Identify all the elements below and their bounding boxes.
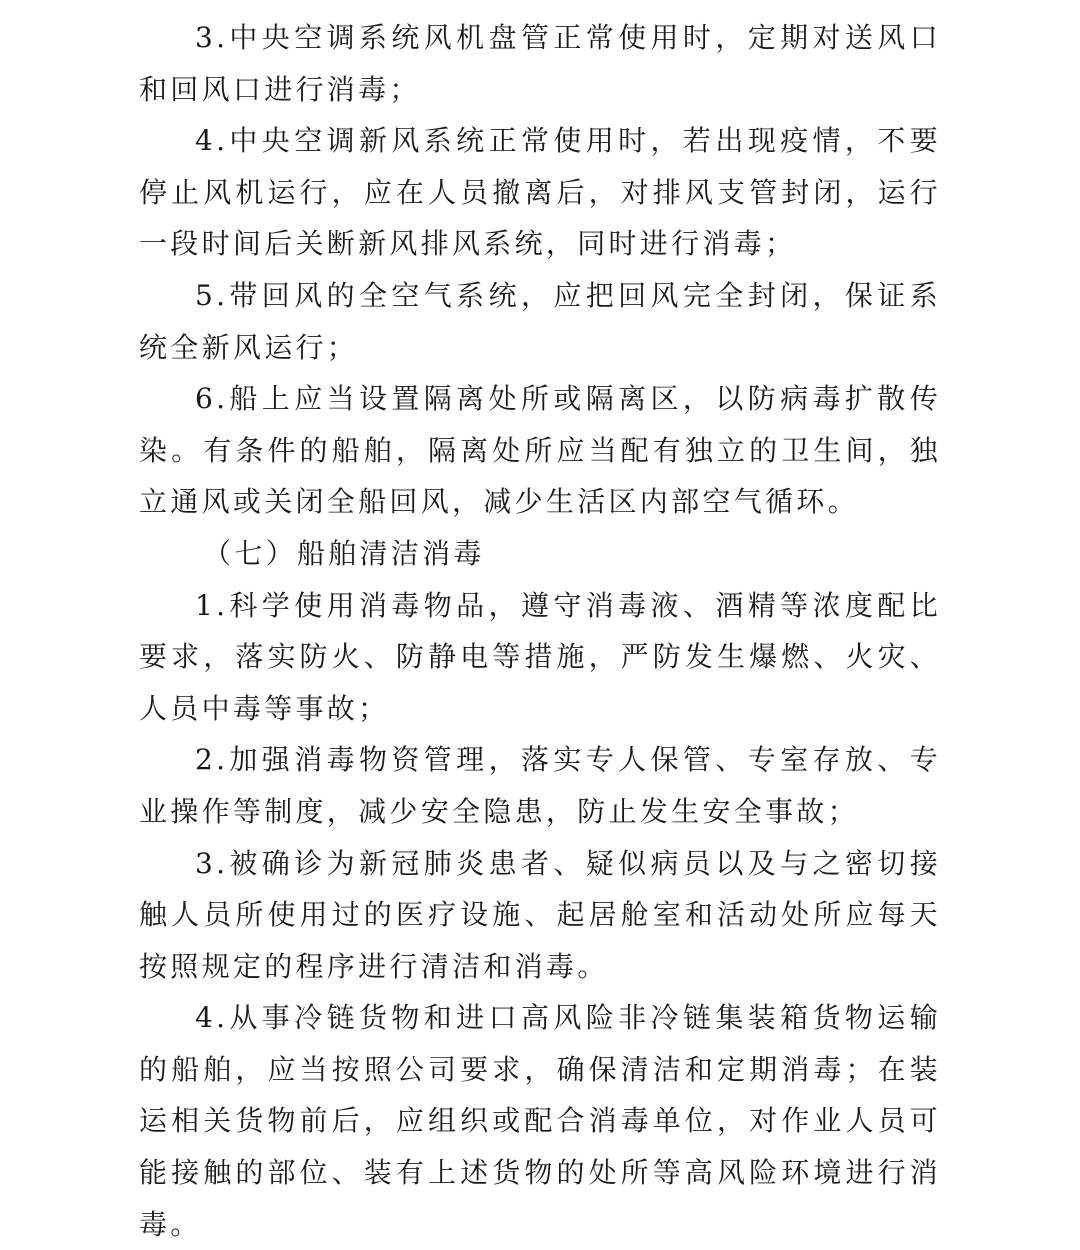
ac-item-5-paragraph: 5.带回风的全空气系统，应把回风完全封闭，保证系统全新风运行； <box>139 278 941 364</box>
ac-item-6-paragraph: 6.船上应当设置隔离处所或隔离区，以防病毒扩散传染。有条件的船舶，隔离处所应当配有独立的卫生间，独立通风或关闭全船回风，减少生活区内部空气循环。 <box>139 382 941 519</box>
ac-item-4-paragraph: 4.中央空调新风系统正常使用时，若出现疫情，不要停止风机运行，应在人员撤离后，对排风支管封闭，运行一段时间后关断新风排风系统，同时进行消毒； <box>139 124 941 261</box>
clean-item-2-paragraph: 2.加强消毒物资管理，落实专人保管、专室存放、专业操作等制度，减少安全隐患，防止发生安全事故； <box>139 743 941 828</box>
clean-item-1-paragraph: 1.科学使用消毒物品，遵守消毒液、酒精等浓度配比要求，落实防火、防静电等措施，严防发生爆燃、火灾、人员中毒等事故； <box>139 588 941 725</box>
document-body <box>139 12 941 1250</box>
clean-item-3-paragraph: 3.被确诊为新冠肺炎患者、疑似病员以及与之密切接触人员所使用过的医疗设施、起居舱室和活动处所应每天按照规定的程序进行清洁和消毒。 <box>139 846 941 983</box>
ac-item-3-paragraph: 3.中央空调系统风机盘管正常使用时，定期对送风口和回风口进行消毒； <box>139 21 941 106</box>
section-7-heading: （七）船舶清洁消毒 <box>203 536 485 570</box>
clean-item-4-paragraph: 4.从事冷链货物和进口高风险非冷链集装箱货物运输的船舶，应当按照公司要求，确保清洁和定期消毒；在装运相关货物前后，应组织或配合消毒单位，对作业人员可能接触的部位、装有上述货物的处所等高风险环境进行消毒。 <box>139 1001 941 1241</box>
